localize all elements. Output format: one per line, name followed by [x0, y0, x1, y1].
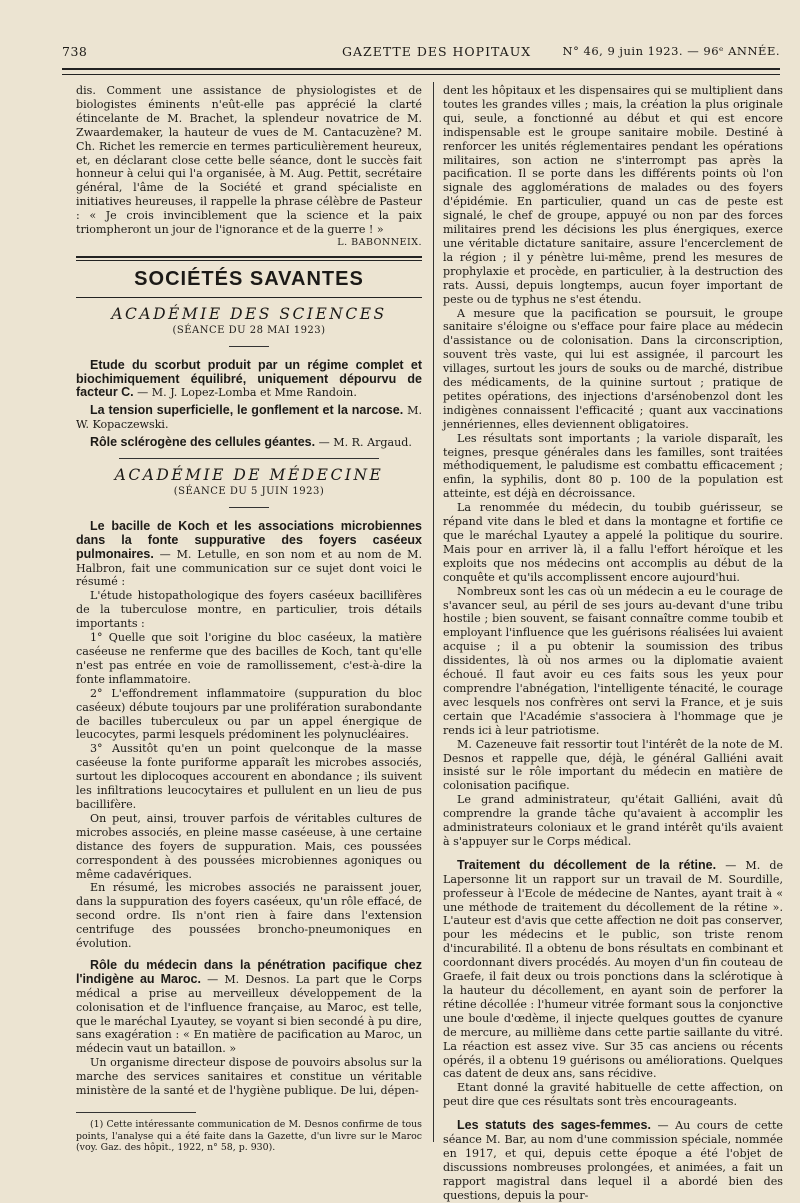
short-divider [229, 507, 269, 508]
signature: L. BABONNEIX. [337, 236, 422, 248]
section-title: SOCIÉTÉS SAVANTES [134, 267, 364, 290]
maroc-heading-paragraph: Rôle du médecin dans la pénétration pacifique chez l'indigène au Maroc. — M. Desnos. La part que le Corps médical a prise au merveilleux développement de la colonisation et de l'influence française, au Maroc, est telle, que le maréchal Lyautey, se voyant si bien secondé à pu dire, sans exagération : « En matière de pacification au Maroc, un médecin vaut un bataillon. » [76, 957, 422, 1056]
bacille-paragraph: On peut, ainsi, trouver parfois de véritables cultures de microbes associés, en pleine masse caséeuse, à une certaine distance des foyers de suppuration. Mais, ces poussées correspondent à des poussées microbiennes agoniques ou même cadavériques. [76, 811, 422, 881]
section-rule [76, 256, 422, 258]
signature-line [76, 235, 422, 250]
section-title-rule [76, 297, 422, 298]
academy-medecine-title: ACADÉMIE DE MÉDECINE [114, 466, 384, 485]
bacille-heading-paragraph: Le bacille de Koch et les associations microbiennes dans la fonte suppurative des foyers caséeux pulmonaires. — M. Letulle, en son nom et au nom de M. Halbron, fait une communication sur ce sujet dont voici le résumé : [76, 518, 422, 589]
right-paragraph: Nombreux sont les cas où un médecin a eu le courage de s'avancer seul, au péril de ses jours au-devant d'une tribu hostile ; bien souvent, se faisant connaître comme toubib et employant l'influence que les guérisons réalisées lui avaient acquise ; il a pu obtenir la soumission des tribus dissidentes, là où nos armes ou la diplomatie avaient échoué. Il faut avoir eu ces faits sous les yeux pour comprendre l'abnégation, l'intelligente ténacité, le courage avec lesquels nos confrères ont servi la France, et je suis certain que l'Académie s'associera à l'hommage que je rends ici à leur patriotisme. [443, 584, 783, 737]
retine-heading-paragraph: Traitement du décollement de la rétine. — M. de Lapersonne lit un rapport sur un travail de M. Sourdille, professeur à l'Ecole de médecine de Nantes, ayant trait à « une méthode de traitement du décollement de la rétine ». L'auteur est d'avis que cette affection ne doit pas conserver, pour les médecins et le public, son triste renom d'incurabilité. Il a obtenu de bons résultats en combinant et coordonnant divers procédés. Au moyen d'un fin couteau de Graefe, il fait deux ou trois ponctions dans la sclérotique à la hauteur du décollement, en ayant soin de perforer la rétine décollée : l'humeur vitrée formant sous la conjonctive une boule d'œdème, il injecte quelques gouttes de cyanure de mercure, au millième dans cette partie saillante du vitré. La réaction est assez vive. Sur 35 cas anciens ou récents opérés, il a obtenu 19 guérisons ou améliorations. Quelques cas datent de deux ans, sans récidive. [443, 857, 784, 1081]
academy-sciences-session: (SÉANCE DU 28 MAI 1923) [172, 324, 326, 336]
sciences-item-tension: La tension superficielle, le gonflement et la narcose. M. W. Kopaczewski. [76, 403, 422, 432]
running-header [62, 38, 780, 60]
left-column [76, 84, 422, 1154]
footnote-rule [76, 1112, 196, 1113]
journal-title: GAZETTE DES HOPITAUX [342, 44, 532, 59]
bacille-paragraph: 3° Aussitôt qu'en un point quelconque de la masse caséeuse la fonte puriforme apparaît les microbes associés, surtout les diplocoques accourent en abondance ; ils suivent les infiltrations leucocytaires et pullulent en un lieu de pus bacillifère. [76, 742, 422, 811]
column-separator [433, 82, 434, 1142]
header-rule-thick [62, 68, 780, 70]
section-rule-thin [76, 260, 422, 261]
academy-sciences-title: ACADÉMIE DES SCIENCES [111, 304, 387, 323]
academy-medecine-session: (SÉANCE DU 5 JUIN 1923) [173, 485, 325, 497]
bacille-paragraph: L'étude histopathologique des foyers caséeux bacillifères de la tuberculose montre, en particulier, trois détails importants : [76, 589, 422, 631]
maroc-paragraph: Un organisme directeur dispose de pouvoirs absolus sur la marche des services sanitaires et constitue un véritable ministère de la santé et de l'hygiène publique. De lui, dépen- [76, 1056, 422, 1098]
right-paragraph: Les résultats sont importants ; la variole disparaît, les teignes, presque générales dans les familles, sont traitées méthodiquement, le paludisme est combattu efficacement ; enfin, la syphilis, dont 80 p. 100 de la population est atteinte, est déjà en décroissance. [443, 431, 783, 501]
sciences-item-scorbut: Etude du scorbut produit par un régime complet et biochimiquement équilibré, uniquement dépourvu de facteur C. — M. J. Lopez-Lomba et Mme Randoin. [76, 357, 422, 400]
right-paragraph: dent les hôpitaux et les dispensaires qui se multiplient dans toutes les grandes villes ; mais, la création la plus originale qui, seule, a fonctionné au début et qui est encore indispensable est le groupe sanitaire mobile. Destiné à renforcer les unités réglementaires pendant les opérations militaires, son action ne s'interrompt pas après la pacification. Il se porte dans les différents points où l'on signale des agglomérations de malades ou des foyers d'épidémie. En particulier, quand un cas de peste est signalé, le chef de groupe, appuyé ou non par des forces militaires prend les décisions les plus énergiques, exerce une véritable dictature sanitaire, assure l'encerclement de la région ; il y pénètre lui-même, prend les mesures de prophylaxie et procède, en particulier, à la destruction des rats. Aussi, depuis longtemps, aucun foyer important de peste ou de typhus ne s'est étendu. [443, 84, 783, 306]
right-paragraph: Le grand administrateur, qu'était Galliéni, avait dû comprendre la grande tâche qu'avaient à accomplir les administrateurs coloniaux et le grand intérêt qu'ils avaient à s'appuyer sur le Corps médical. [443, 793, 783, 848]
page-number: 738 [62, 44, 88, 59]
header-rule-thin [62, 74, 780, 75]
bacille-paragraph: En résumé, les microbes associés ne paraissent jouer, dans la suppuration des foyers caséeux, qu'un rôle effacé, de second ordre. Ils n'ont rien à faire dans l'extension centrifuge des poussées broncho-pneumoniques en évolution. [76, 881, 422, 951]
issue-info: N° 46, 9 juin 1923. — 96ᵉ ANNÉE. [562, 44, 780, 58]
bacille-paragraph: 2° L'effondrement inflammatoire (suppuration du bloc caséeux) débute toujours par une prolifération surabondante de bacilles tuberculeux ou par un appel énergique de leucocytes, parmi lesquels prédominent les polynucléaires. [76, 686, 422, 742]
retine-paragraph: Etant donné la gravité habituelle de cette affection, on peut dire que ces résultats sont très encourageants. [443, 1081, 783, 1109]
short-divider [229, 346, 269, 347]
footnote: (1) Cette intéressante communication de M. Desnos confirme de tous points, l'analyse qui a été faite dans la Gazette, d'un livre sur le Maroc (voy. Gaz. des hôpit., 1922, n° 58, p. 930). [76, 1119, 422, 1153]
sciences-item-sclerogene: Rôle sclérogène des cellules géantes. — M. R. Argaud. [90, 435, 412, 450]
right-column [443, 84, 783, 1203]
sages-heading-paragraph: Les statuts des sages-femmes. — Au cours de cette séance M. Bar, au nom d'une commission spéciale, nommée en 1917, et qui, depuis cette époque a été l'objet de discussions nombreuses prolongées, et animées, a fait un rapport magistral dans lequel il a abordé bien des questions, depuis la pour- [443, 1118, 783, 1202]
right-paragraph: M. Cazeneuve fait ressortir tout l'intérêt de la note de M. Desnos et rappelle que, déjà, le général Galliéni avait insisté sur le rôle important du médecin en matière de colonisation pacifique. [443, 737, 783, 793]
bacille-paragraph: 1° Quelle que soit l'origine du bloc caséeux, la matière caséeuse ne renferme que des bacilles de Koch, tant qu'elle n'est pas entrée en voie de ramollissement, c'est-à-dire la fonte inflammatoire. [76, 631, 422, 686]
right-paragraph: La renommée du médecin, du toubib guérisseur, se répand vite dans le bled et dans la montagne et fortifie ce que le maréchal Lyautey a appelé la politique du sourire. Mais pour en arriver là, il a fallu l'effort héroïque et les exploits que nos médecins ont accomplis au début de la conquête et qu'ils accomplissent encore aujourd'hui. [443, 501, 783, 584]
academy-divider [119, 458, 379, 459]
intro-paragraph: dis. Comment une assistance de physiologistes et de biologistes éminents n'eût-elle pas apprécié la clarté étincelante de M. Brachet, la splendeur novatrice de M. Zwaardemaker, la hauteur de vues de M. Cantacuzène? M. Ch. Richet les remercie en termes particulièrement heureux, et, en déclarant close cette belle séance, dont le succès fait honneur à celui qui l'a organisée, à M. Aug. Pettit, secrétaire général, l'âme de la Société et grand spécialiste en initiatives heureuses, il rappelle la phrase célèbre de Pasteur : « Je crois invinciblement que la science et la paix triompheront un jour de l'ignorance et de la guerre ! » [76, 84, 422, 237]
right-paragraph: A mesure que la pacification se poursuit, le groupe sanitaire s'éloigne ou s'efface pour faire place au médecin d'assistance ou de colonisation. Dans la circonscription, souvent très vaste, qui lui est assignée, il parcourt les villages, surtout les jours de souks ou de marché, distribue des médicaments, de la quinine surtout ; pratique de petites opérations, des injections d'arsénobenzol dont les indigènes connaissent l'efficacité ; quant aux vaccinations jennériennes, elles deviennent obligatoires. [443, 306, 783, 431]
